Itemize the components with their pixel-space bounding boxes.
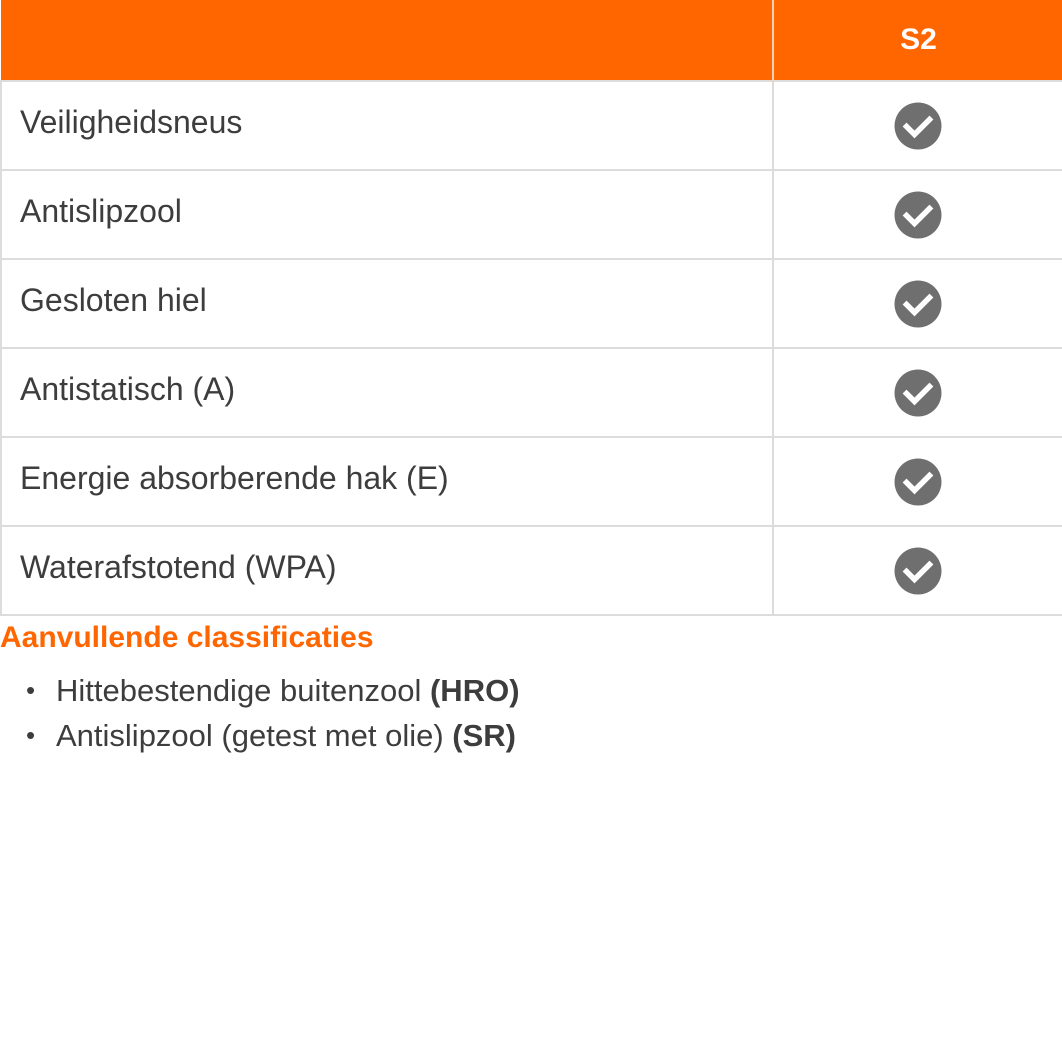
feature-label: Gesloten hiel [1, 259, 773, 348]
list-item [26, 713, 1062, 758]
header-s2-column: S2 [773, 0, 1062, 81]
feature-label: Antislipzool [1, 170, 773, 259]
table-row [1, 437, 1062, 526]
bullet-icon: • [26, 720, 36, 750]
check-circle-icon [894, 191, 942, 239]
header-feature-column [1, 0, 773, 81]
classification-text: Antislipzool (getest met olie) [56, 718, 453, 753]
table-row [1, 170, 1062, 259]
check-circle-icon [894, 280, 942, 328]
feature-check-cell [773, 170, 1062, 259]
list-item [26, 668, 1062, 713]
additional-classifications-title: Aanvullende classificaties [0, 621, 374, 654]
feature-check-cell [773, 526, 1062, 615]
classification-text: Hittebestendige buitenzool [56, 673, 430, 708]
feature-check-cell [773, 259, 1062, 348]
classification-list [0, 668, 1062, 758]
table-row [1, 348, 1062, 437]
classification-code: (HRO) [429, 673, 520, 708]
feature-check-cell [773, 348, 1062, 437]
feature-label: Antistatisch (A) [1, 348, 773, 437]
feature-check-cell [773, 81, 1062, 170]
feature-check-cell [773, 437, 1062, 526]
check-circle-icon [894, 458, 942, 506]
classification-code: (SR) [452, 718, 516, 753]
additional-classifications [0, 618, 1062, 758]
check-circle-icon [894, 547, 942, 595]
table-header-row [1, 0, 1062, 81]
table-row [1, 526, 1062, 615]
bullet-icon: • [26, 675, 36, 705]
table-row [1, 81, 1062, 170]
feature-label: Veiligheidsneus [1, 81, 773, 170]
table-row [1, 259, 1062, 348]
feature-label: Energie absorberende hak (E) [1, 437, 773, 526]
check-circle-icon [894, 369, 942, 417]
check-circle-icon [894, 102, 942, 150]
feature-label: Waterafstotend (WPA) [1, 526, 773, 615]
